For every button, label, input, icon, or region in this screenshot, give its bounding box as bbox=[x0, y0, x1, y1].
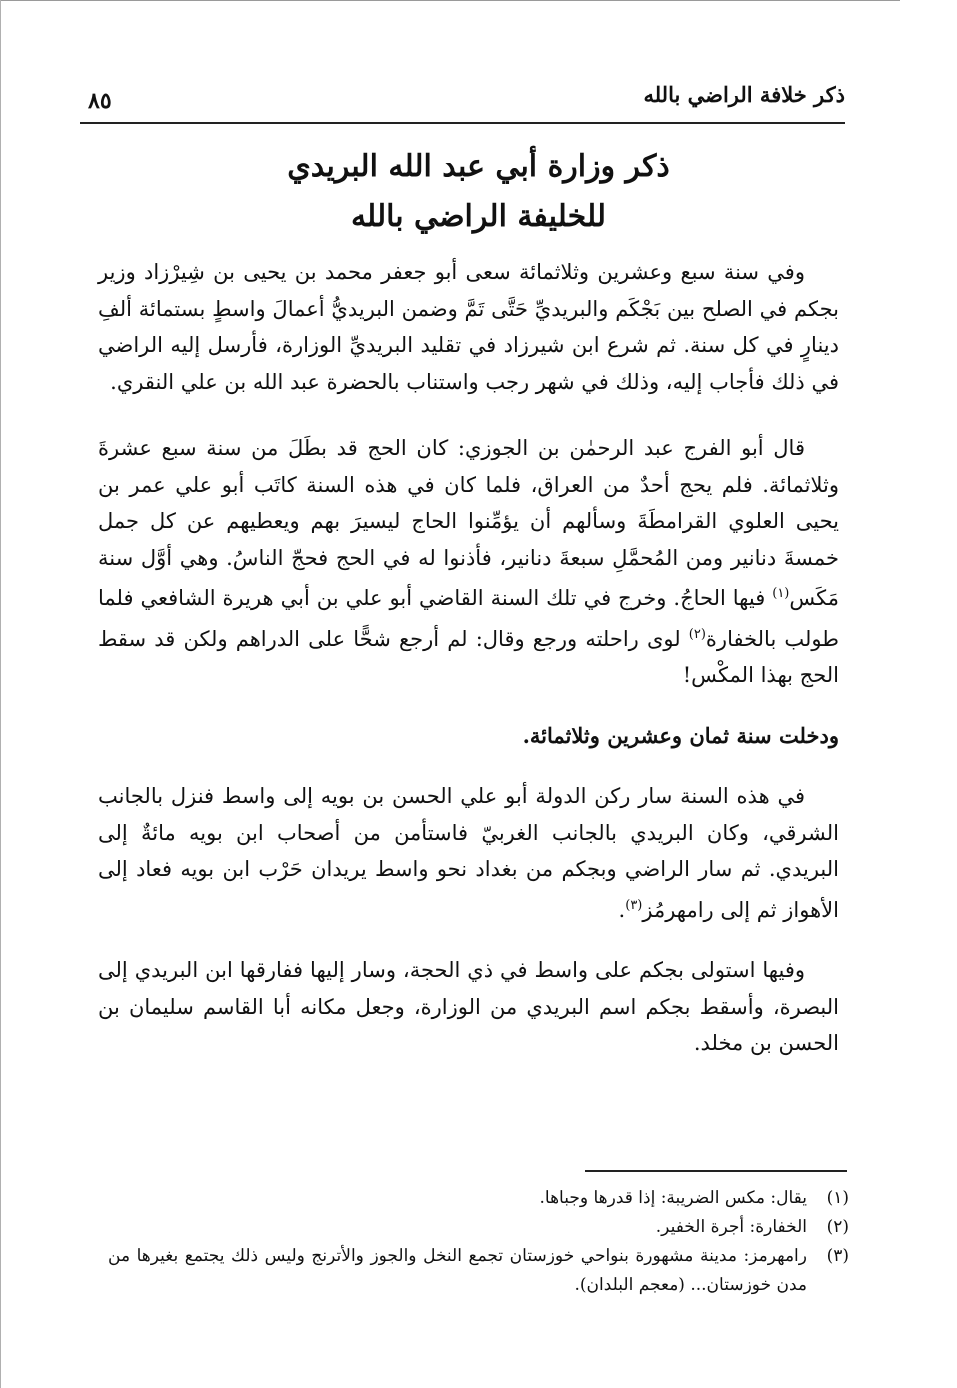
body-text bbox=[98, 254, 839, 1062]
page-header bbox=[80, 76, 845, 124]
running-title: ذكر خلافة الراضي بالله bbox=[643, 82, 845, 107]
section-heading: ودخلت سنة ثمان وعشرين وثلاثمائة. bbox=[522, 722, 839, 748]
chapter-title-line-2: للخليفة الراضي بالله bbox=[350, 199, 607, 234]
page-number: ٨٥ bbox=[88, 88, 112, 114]
paragraph-3-text-1: في هذه السنة سار ركن الدولة أبو علي الحسن بن بويه إلى واسط فنزل بالجانب الشرقي، وكان البريدي بالجانب الغربيّ فاستأمن من أصحاب ابن بويه مائةٌ إلى البريدي. ثم سار الراضي وبجكم من بغداد نحو واسط يريدان حَرْب ابن بويه فعاد إلى الأهواز ثم إلى رامهرمُز bbox=[98, 784, 839, 922]
paragraph-2 bbox=[98, 430, 839, 694]
footnote-ref-2: (٢) bbox=[688, 626, 706, 642]
footnote-1 bbox=[108, 1184, 849, 1213]
footnotes bbox=[108, 1184, 849, 1300]
footnote-number: (٢) bbox=[826, 1217, 849, 1237]
paragraph-3 bbox=[98, 778, 839, 928]
scan-left-border bbox=[0, 0, 1, 1388]
footnote-ref-3: (٣) bbox=[625, 897, 643, 913]
chapter-title bbox=[100, 142, 857, 242]
paragraph-2-text-1: قال أبو الفرج عبد الرحمٰن بن الجوزي: كان الحج قد بطَلَ من سنة سبع عشرةَ وثلاثمائة. فلم يحج أحدٌ من العراق، فلما كان في هذه السنة كاتَب أبو علي عمر بن يحيى العلوي القرامطَةَ وسألهم أن يؤمِّنوا الحاج ليسيرَ بهم ويعطيهم عن كل جمل خمسةَ دنانير ومن المُحمَّلِ سبعةَ دنانير، فأذنوا له في الحج فحجّ الناسُ. وهي أوَّل سنة مَكَس bbox=[98, 436, 839, 610]
scan-top-border bbox=[0, 0, 900, 1]
footnote-text: يقال: مكس الضريبة: إذا قدرها وجباها. bbox=[539, 1188, 807, 1208]
footnote-text: رامهرمز: مدينة مشهورة بنواحي خوزستان تجمع النخل والجوز والأترنج وليس ذلك يجتمع بغيرها من مدن خوزستان... (معجم البلدان). bbox=[108, 1246, 807, 1295]
paragraph-2-text-3: لوى راحلته ورجع وقال: لم أرجع شحًّا على الدراهم ولكن قد سقط الحج بهذا المكْس! bbox=[98, 626, 839, 687]
paragraph-3-text-2: . bbox=[618, 897, 626, 922]
footnote-number: (١) bbox=[826, 1188, 849, 1208]
paragraph-4: وفيها استولى بجكم على واسط في ذي الحجة، وسار إليها ففارقها ابن البريدي إلى البصرة، وأسقط بجكم اسم البريدي من الوزارة، وجعل مكانه أبا القاسم سليمان بن الحسن بن مخلد. bbox=[98, 958, 839, 1055]
paragraph-1: وفي سنة سبع وعشرين وثلاثمائة سعى أبو جعفر محمد بن يحيى بن شِيرْزاد وزير بجكم في الصلح بين بَجْكَم والبريديِّ حَتَّى تَمَّ وضمن البريديُّ أعمالَ واسطٍ بستمائة ألفِ دينارٍ في كل سنة. ثم شرع ابن شيرزاد في تقليد البريديِّ الوزارة، فأرسل إليه الراضي في ذلك فأجاب إليه، وذلك في شهر رجب واستناب بالحضرة عبد الله بن علي النقري. bbox=[98, 260, 839, 394]
paragraph-2-text-2: فيها الحاجُ. وخرج في تلك السنة القاضي أبو علي بن أبي هريرة الشافعي فلما طولب بالخفارة bbox=[98, 586, 839, 651]
footnote-2 bbox=[108, 1213, 849, 1242]
footnote-ref-1: (١) bbox=[772, 586, 790, 601]
footnote-separator bbox=[585, 1170, 847, 1172]
footnote-3 bbox=[108, 1242, 849, 1300]
footnote-number: (٣) bbox=[826, 1246, 849, 1266]
footnote-text: الخفارة: أجرة الخفير. bbox=[655, 1217, 807, 1237]
chapter-title-line-1: ذكر وزارة أبي عبد الله البريدي bbox=[287, 149, 670, 184]
